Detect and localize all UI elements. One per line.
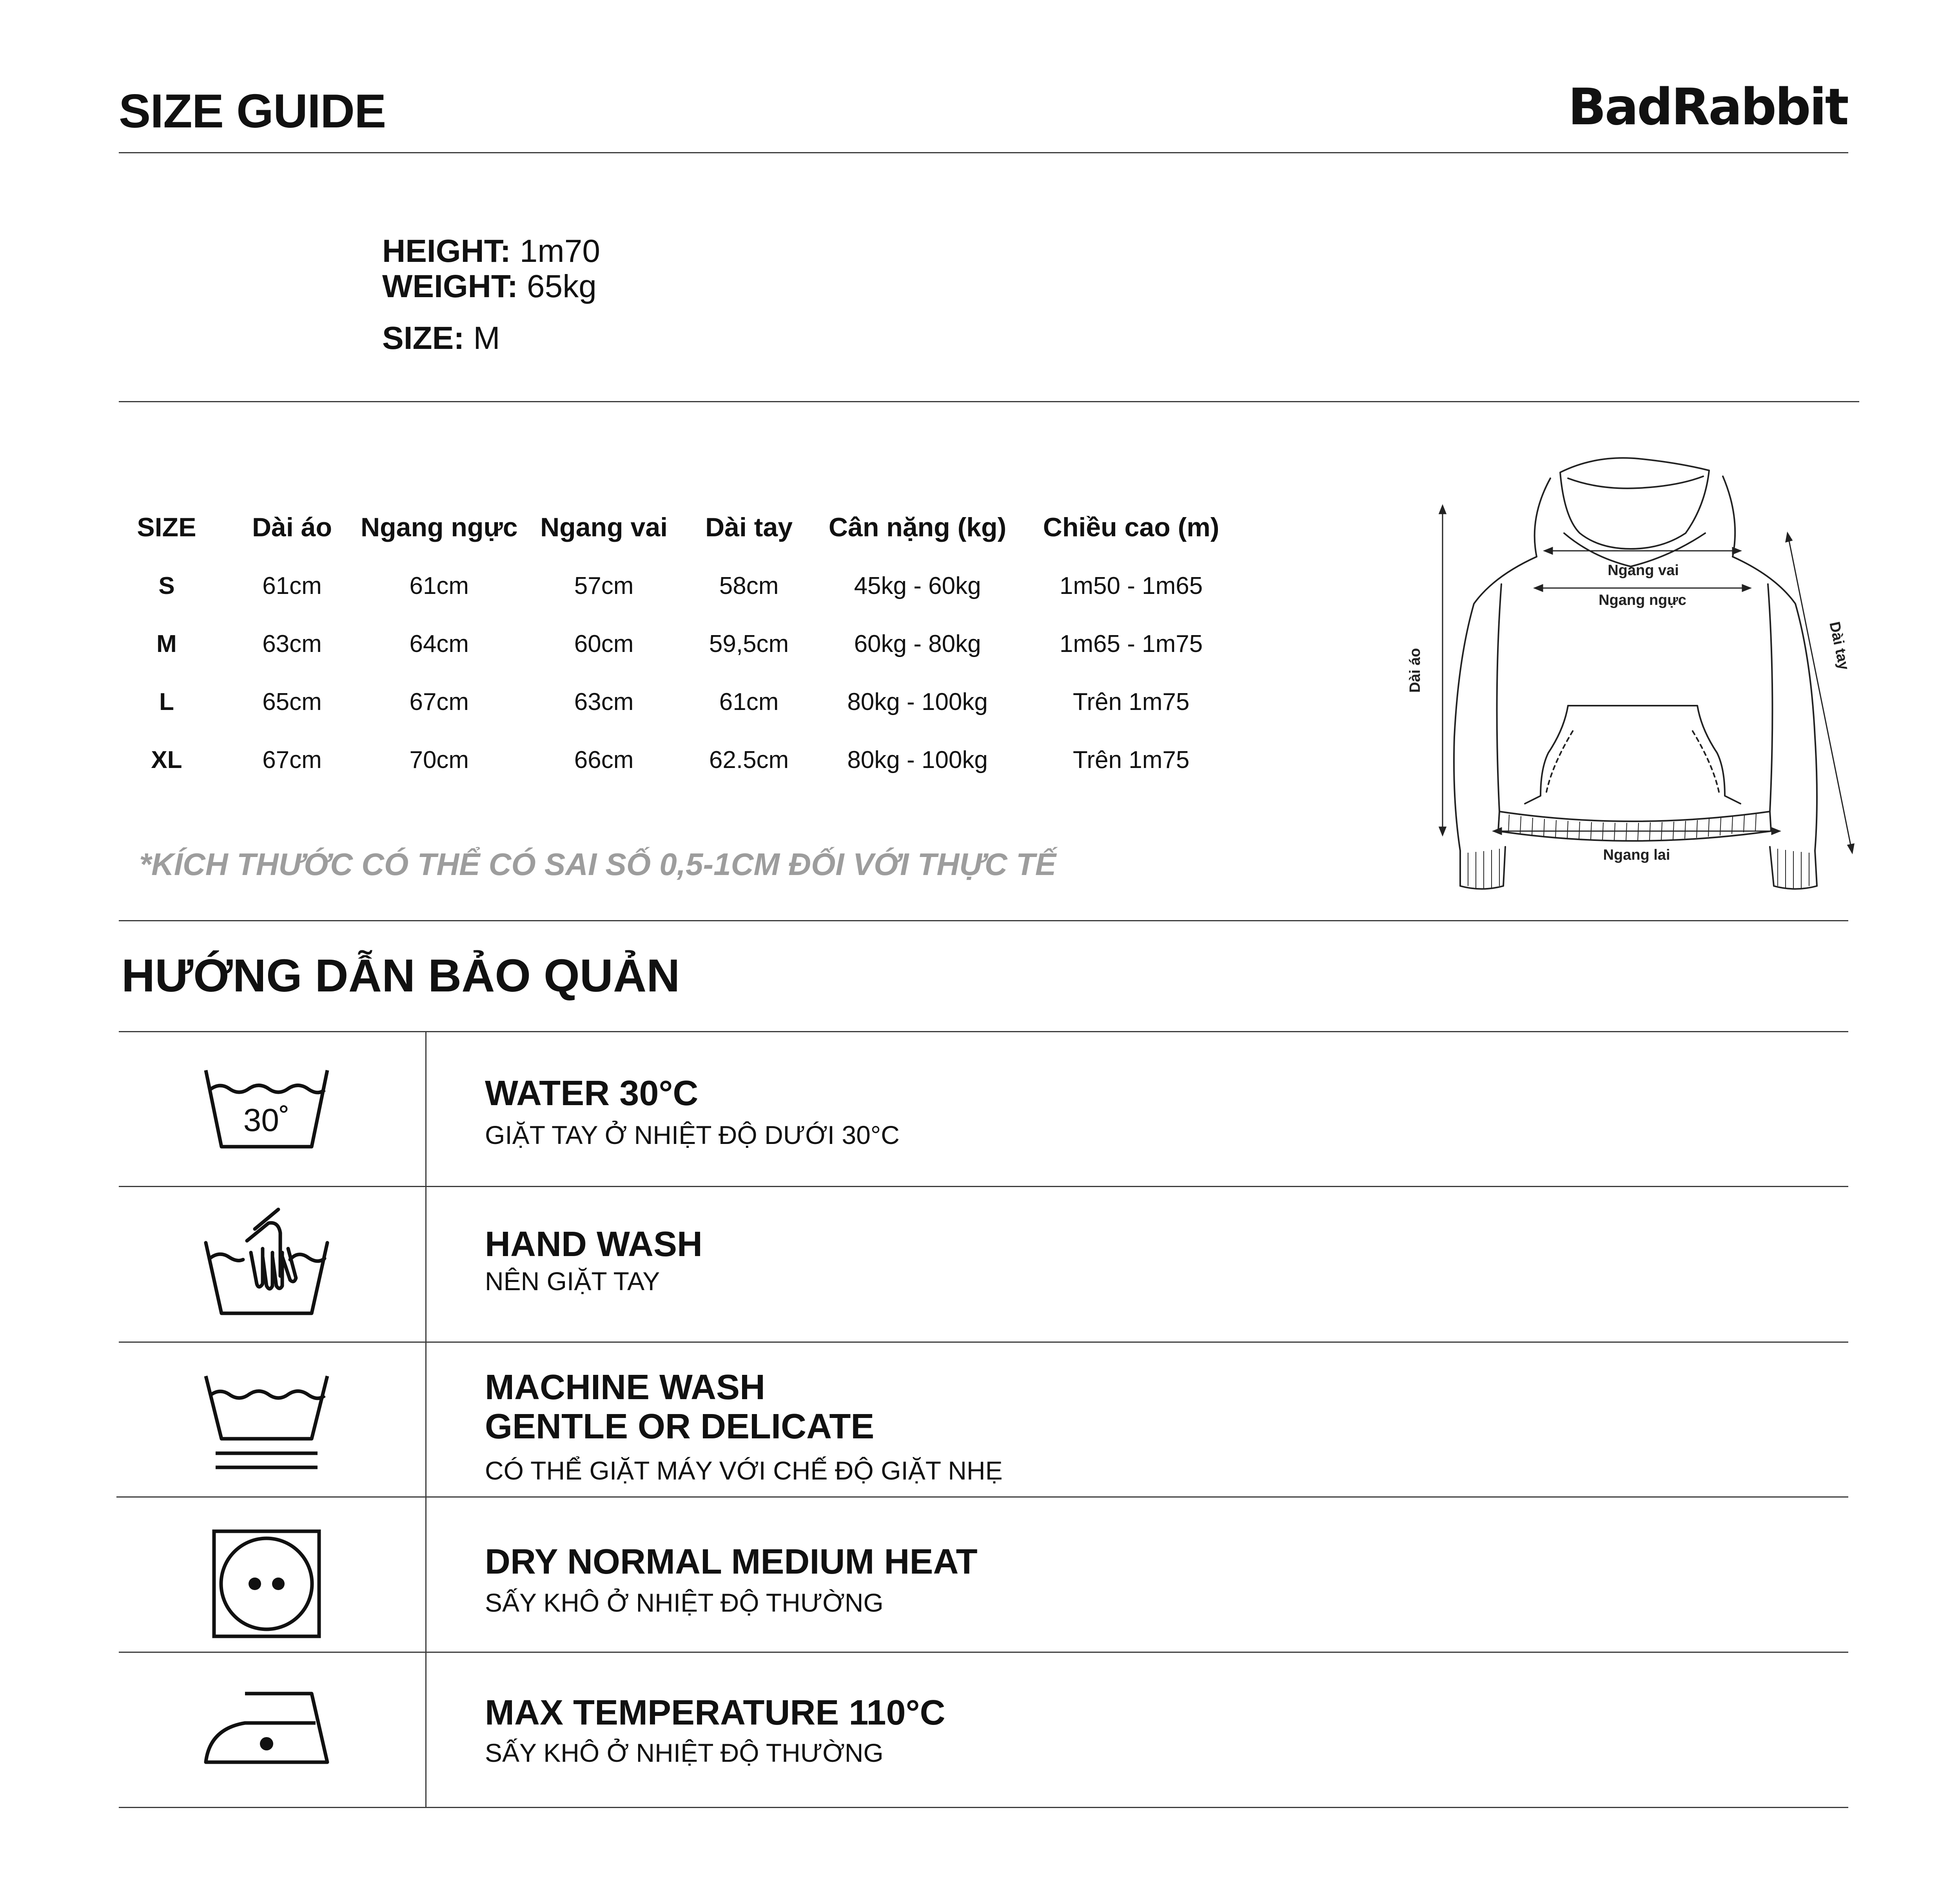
model-height-label: HEIGHT: bbox=[382, 233, 511, 269]
header-size: SIZE bbox=[137, 512, 196, 542]
care-item-title: HAND WASH bbox=[485, 1225, 702, 1264]
label-ngang-vai: Ngang vai bbox=[1608, 562, 1679, 579]
header-dai-tay: Dài tay bbox=[705, 512, 793, 542]
header-divider bbox=[119, 152, 1848, 153]
model-weight bbox=[382, 271, 597, 303]
size-table-header bbox=[110, 498, 1235, 557]
table-cell: 63cm bbox=[262, 630, 322, 657]
care-item-title: DRY NORMAL MEDIUM HEAT bbox=[485, 1542, 978, 1581]
model-divider bbox=[119, 401, 1859, 402]
care-divider bbox=[116, 1496, 1848, 1498]
header-chieu-cao: Chiều cao (m) bbox=[1043, 512, 1220, 542]
table-cell: 45kg - 60kg bbox=[854, 572, 981, 599]
label-ngang-lai: Ngang lai bbox=[1603, 847, 1670, 863]
table-cell: 66cm bbox=[574, 746, 634, 773]
model-weight-label: WEIGHT: bbox=[382, 269, 518, 304]
size-divider bbox=[119, 920, 1848, 921]
table-cell: 70cm bbox=[409, 746, 469, 773]
care-divider bbox=[119, 1186, 1848, 1187]
table-cell: 61cm bbox=[262, 572, 322, 599]
care-item-subtitle: NÊN GIẶT TAY bbox=[485, 1267, 660, 1296]
table-cell: 80kg - 100kg bbox=[847, 688, 988, 715]
care-item-title: MACHINE WASH bbox=[485, 1368, 765, 1407]
table-cell: 1m50 - 1m65 bbox=[1059, 572, 1203, 599]
cell-size: M bbox=[156, 630, 177, 657]
table-cell: 1m65 - 1m75 bbox=[1059, 630, 1203, 657]
care-item-subtitle: CÓ THỂ GIẶT MÁY VỚI CHẾ ĐỘ GIẶT NHẸ bbox=[485, 1456, 1003, 1485]
care-item-title: MAX TEMPERATURE 110°C bbox=[485, 1693, 946, 1732]
page-title: SIZE GUIDE bbox=[119, 84, 386, 138]
cell-size: S bbox=[158, 572, 175, 599]
model-size bbox=[382, 322, 500, 354]
size-tolerance-note: *KÍCH THƯỚC CÓ THỂ CÓ SAI SỐ 0,5-1CM ĐỐI VỚI THỰC TẾ bbox=[139, 847, 1056, 882]
brand-logo: BadRabbit bbox=[1568, 78, 1847, 136]
table-cell: 62.5cm bbox=[709, 746, 789, 773]
care-column-divider bbox=[425, 1031, 426, 1807]
care-divider bbox=[119, 1342, 1848, 1343]
label-dai-ao: Dài áo bbox=[1407, 648, 1423, 693]
table-cell: 67cm bbox=[409, 688, 469, 715]
table-cell: 60kg - 80kg bbox=[854, 630, 981, 657]
model-height bbox=[382, 235, 600, 267]
table-cell: 80kg - 100kg bbox=[847, 746, 988, 773]
table-cell: 67cm bbox=[262, 746, 322, 773]
table-cell: Trên 1m75 bbox=[1073, 688, 1190, 715]
label-ngang-nguc: Ngang ngực bbox=[1599, 592, 1686, 608]
header-dai-ao: Dài áo bbox=[252, 512, 332, 542]
table-cell: 58cm bbox=[719, 572, 779, 599]
header-can-nang: Cân nặng (kg) bbox=[828, 512, 1007, 542]
wash-30-icon bbox=[200, 1064, 333, 1155]
care-divider-bottom bbox=[119, 1807, 1848, 1808]
table-row bbox=[110, 673, 1235, 731]
table-cell: 61cm bbox=[719, 688, 779, 715]
table-cell: 57cm bbox=[574, 572, 634, 599]
cell-size: XL bbox=[151, 746, 182, 773]
table-row bbox=[110, 557, 1235, 615]
table-cell: Trên 1m75 bbox=[1073, 746, 1190, 773]
machine-wash-gentle-icon bbox=[200, 1370, 333, 1476]
care-item-subtitle: GIẶT TAY Ở NHIỆT ĐỘ DƯỚI 30°C bbox=[485, 1120, 900, 1149]
tumble-dry-medium-icon bbox=[212, 1529, 321, 1639]
table-cell: 60cm bbox=[574, 630, 634, 657]
header-ngang-nguc: Ngang ngực bbox=[361, 512, 518, 542]
model-height-value: 1m70 bbox=[519, 233, 600, 269]
label-dai-tay: Dài tay bbox=[1826, 620, 1853, 672]
table-row bbox=[110, 615, 1235, 673]
table-cell: 65cm bbox=[262, 688, 322, 715]
size-table bbox=[110, 498, 1235, 789]
care-item-subtitle: SẤY KHÔ Ở NHIỆT ĐỘ THƯỜNG bbox=[485, 1588, 884, 1617]
hand-wash-icon bbox=[200, 1205, 333, 1319]
care-item-title-2: GENTLE OR DELICATE bbox=[485, 1407, 875, 1446]
table-cell: 63cm bbox=[574, 688, 634, 715]
table-row bbox=[110, 731, 1235, 789]
care-divider-top bbox=[119, 1031, 1848, 1032]
cell-size: L bbox=[159, 688, 174, 715]
model-size-value: M bbox=[473, 320, 500, 356]
iron-low-icon bbox=[202, 1686, 331, 1768]
header-ngang-vai: Ngang vai bbox=[540, 512, 668, 542]
care-item-title: WATER 30°C bbox=[485, 1074, 699, 1113]
model-size-label: SIZE: bbox=[382, 320, 465, 356]
wash-temperature-label: 30˚ bbox=[243, 1102, 290, 1138]
table-cell: 61cm bbox=[409, 572, 469, 599]
care-title: HƯỚNG DẪN BẢO QUẢN bbox=[122, 950, 680, 1002]
table-cell: 64cm bbox=[409, 630, 469, 657]
model-weight-value: 65kg bbox=[526, 269, 597, 304]
table-cell: 59,5cm bbox=[709, 630, 789, 657]
care-item-subtitle: SẤY KHÔ Ở NHIỆT ĐỘ THƯỜNG bbox=[485, 1738, 884, 1767]
hoodie-diagram bbox=[1396, 455, 1866, 898]
care-divider bbox=[119, 1652, 1848, 1653]
